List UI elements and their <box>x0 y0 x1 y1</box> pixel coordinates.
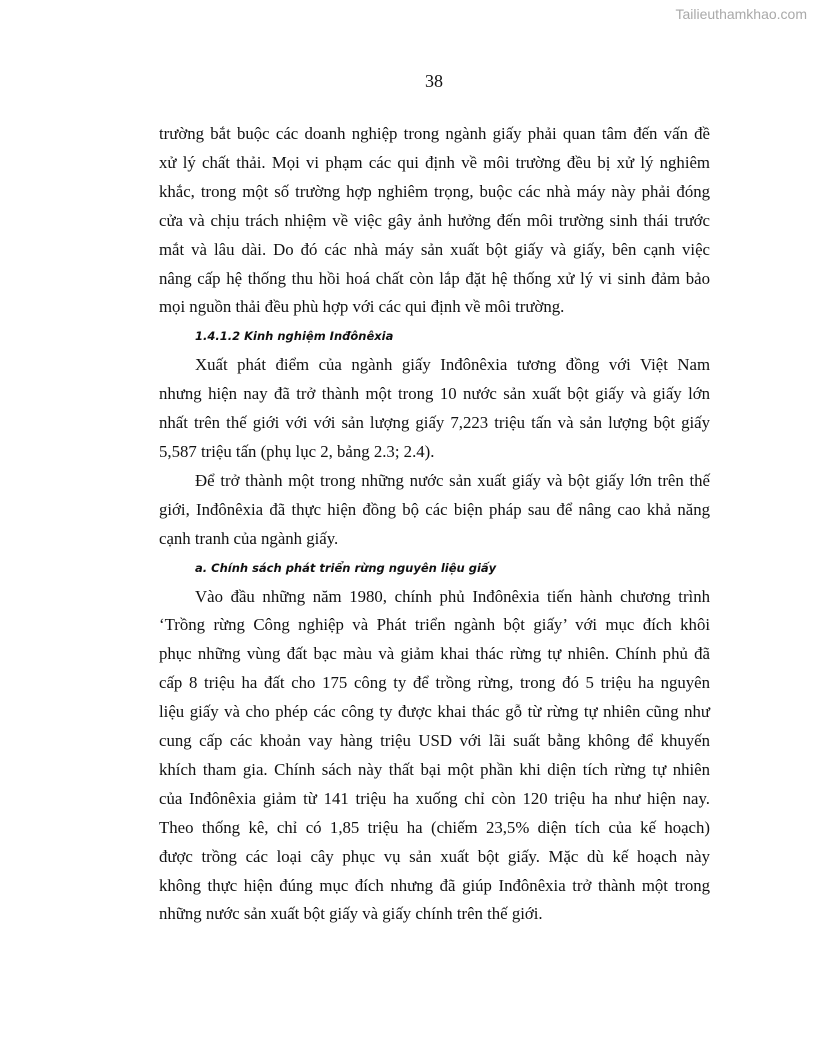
paragraph-line: cung cấp các khoản vay hàng triệu USD với lãi suất bằng không để khuyến <box>159 731 710 751</box>
paragraph-line: ‘Trồng rừng Công nghiệp và Phát triển ngành bột giấy’ với mục đích khôi <box>159 615 710 635</box>
paragraph-line: 5,587 triệu tấn (phụ lục 2, bảng 2.3; 2.4). <box>159 441 435 461</box>
subsection-heading: a. Chính sách phát triển rừng nguyên liệu giấy <box>195 560 497 575</box>
paragraph-line: khắc, trong một số trường hợp nghiêm trọng, buộc các nhà máy này phải đóng <box>159 181 710 201</box>
section-heading: 1.4.1.2 Kinh nghiệm Inđônêxia <box>195 329 394 344</box>
paragraph-line: Để trở thành một trong những nước sản xuất giấy và bột giấy lớn trên thế <box>195 470 710 490</box>
paragraph-line: liệu giấy và cho phép các công ty được khai thác gỗ từ rừng tự nhiên cũng như <box>159 702 710 722</box>
paragraph-line: cạnh tranh của ngành giấy. <box>159 528 339 548</box>
watermark: Tailieuthamkhao.com <box>675 6 807 22</box>
paragraph-line: nhưng hiện nay đã trở thành một trong 10 nước sản xuất bột giấy và giấy lớn <box>159 384 710 404</box>
paragraph-line: giới, Inđônêxia đã thực hiện đồng bộ các biện pháp sau để nâng cao khả năng <box>159 499 710 519</box>
paragraph-line: cấp 8 triệu ha đất cho 175 công ty để trồng rừng, trong đó 5 triệu ha nguyên <box>159 673 710 693</box>
paragraph-line: nâng cấp hệ thống thu hồi hoá chất còn lắp đặt hệ thống xử lý vi sinh đảm bảo <box>159 268 710 288</box>
paragraph-line: phục những vùng đất bạc màu và giảm khai thác rừng tự nhiên. Chính phủ đã <box>159 644 710 664</box>
paragraph-line: trường bắt buộc các doanh nghiệp trong ngành giấy phải quan tâm đến vấn đề <box>159 124 710 143</box>
paragraph-line: được trồng các loại cây phục vụ sản xuất bột giấy. Mặc dù kế hoạch này <box>159 846 710 866</box>
paragraph-line: không thực hiện đúng mục đích nhưng đã giúp Inđônêxia trở thành một trong <box>159 875 710 895</box>
paragraph-line: những nước sản xuất bột giấy và giấy chính trên thế giới. <box>159 904 543 924</box>
paragraph-line: xử lý chất thải. Mọi vi phạm các qui định về môi trường đều bị xử lý nghiêm <box>159 152 710 172</box>
paragraph-line: cửa và chịu trách nhiệm về việc gây ảnh hưởng đến môi trường sinh thái trước <box>159 210 710 230</box>
paragraph-line: khích tham gia. Chính sách này thất bại một phần khi diện tích rừng tự nhiên <box>159 759 710 779</box>
paragraph-line: nhất trên thế giới với với sản lượng giấy 7,223 triệu tấn và sản lượng bột giấy <box>159 413 710 433</box>
paragraph-line: Xuất phát điểm của ngành giấy Inđônêxia tương đồng với Việt Nam <box>195 355 710 375</box>
paragraph-line: của Inđônêxia giảm từ 141 triệu ha xuống chỉ còn 120 triệu ha như hiện nay. <box>159 788 710 808</box>
page-number: 38 <box>425 71 443 91</box>
paragraph-line: Theo thống kê, chỉ có 1,85 triệu ha (chiếm 23,5% diện tích của kế hoạch) <box>159 817 710 837</box>
paragraph-line: mắt và lâu dài. Do đó các nhà máy sản xuất bột giấy và giấy, bên cạnh việc <box>159 239 710 259</box>
paragraph-line: Vào đầu những năm 1980, chính phủ Inđônêxia tiến hành chương trình <box>195 586 710 606</box>
paragraph-line: mọi nguồn thải đều phù hợp với các qui định về môi trường. <box>159 297 565 317</box>
page-body <box>159 120 710 929</box>
